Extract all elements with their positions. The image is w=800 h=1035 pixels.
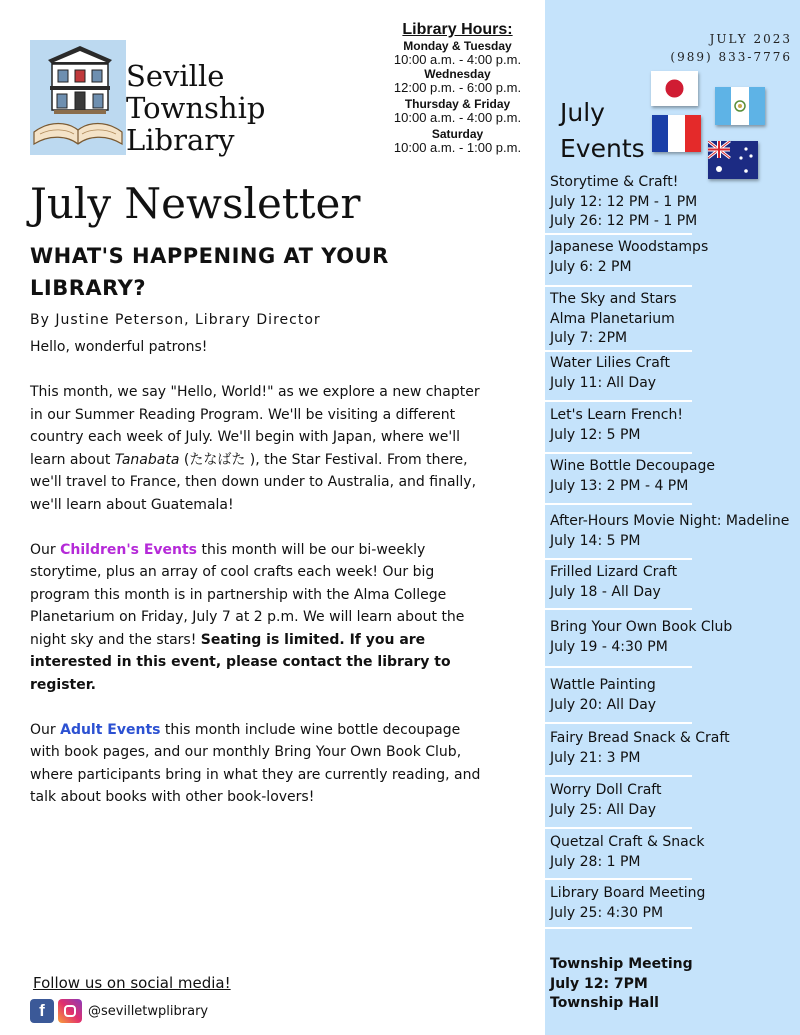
township-line: July 12: 7PM [550,975,648,992]
newsletter-date-phone [670,30,792,66]
event-divider [545,827,692,829]
facebook-icon[interactable]: f [30,999,54,1023]
event-divider [545,608,692,610]
event-line: Bring Your Own Book Club [550,619,733,635]
hours-time: 10:00 a.m. - 1:00 p.m. [393,140,522,155]
event-line: Fairy Bread Snack & Craft [550,730,730,746]
event-divider [545,452,692,454]
event-library-board [550,884,705,923]
event-line: July 20: All Day [550,696,657,713]
adult-events-highlight: Adult Events [60,721,161,738]
text: this month include wine bottle decoupage with book pages, and our monthly Bring Your Own Book Club, where participants bring in what they are currently reading, and talk about books with other book-lovers! [30,721,481,805]
article-byline: By Justine Peterson, Library Director [30,312,321,328]
paragraph-adults [30,719,490,809]
event-divider [545,350,692,352]
newsletter-date: JULY 2023 [709,32,792,46]
event-divider [545,666,692,668]
article-headline: WHAT'S HAPPENING AT YOUR LIBRARY? [30,244,389,300]
event-line: July 12: 12 PM - 1 PM [550,193,698,210]
hours-days: Wednesday [424,67,491,81]
text: Our [30,721,61,738]
event-line: Wattle Painting [550,677,656,693]
event-divider [545,927,692,929]
event-divider [545,722,692,724]
hours-days: Thursday & Friday [404,97,511,111]
event-divider [545,233,692,235]
july-events-title [560,95,645,167]
event-line: Wine Bottle Decoupage [550,458,715,474]
paragraph-children [30,539,490,697]
event-quetzal-craft [550,833,705,872]
article-body [30,336,490,831]
library-name-line: Library [126,123,235,157]
event-line: Water Lilies Craft [550,355,670,371]
hours-title: Library Hours: [402,21,513,38]
library-logo [30,40,126,155]
event-line: July 26: 12 PM - 1 PM [550,213,698,229]
library-name-line: Seville [126,59,225,93]
event-line: After-Hours Movie Night: Madeline [550,513,790,529]
text: (たなばた ), the Star Festival. From there, we'll travel to France, then down under to Australia, and finally, we'll learn about Guatemala! [30,451,477,513]
follow-social-text: Follow us on social media! [33,974,231,992]
event-line: Storytime & Craft! [550,174,679,190]
event-line: July 18 - All Day [550,583,661,600]
event-line: Japanese Woodstamps [550,239,709,255]
event-divider [545,503,692,505]
event-line: Let's Learn French! [550,407,683,423]
event-line: July 19 - 4:30 PM [550,638,668,655]
childrens-events-highlight: Children's Events [60,541,198,558]
japan-flag-icon [651,71,698,106]
library-name-line: Township [126,91,266,125]
event-line: Frilled Lizard Craft [550,564,678,580]
event-line: July 14: 5 PM [550,532,641,549]
event-japanese-woodstamps [550,238,708,277]
township-line: Township Hall [550,995,659,1011]
guatemala-flag-icon [715,87,765,125]
event-divider [545,285,692,287]
event-line: July 25: All Day [550,801,657,818]
event-divider [545,775,692,777]
event-line: July 25: 4:30 PM [550,904,664,921]
australia-flag-icon [708,141,758,179]
text: This month, we say "Hello, World!" as we explore a new chapter in our Summer Reading Program. We'll be visiting a different country each week of July. We'll begin with Japan, where we'll learn about [30,384,480,468]
library-phone: (989) 833-7776 [670,50,792,64]
township-line: Township Meeting [550,956,693,972]
event-book-club [550,618,732,657]
newsletter-title: July Newsletter [30,179,361,228]
event-line: July 21: 3 PM [550,749,641,766]
event-line: July 13: 2 PM - 4 PM [550,477,689,494]
hours-time: 10:00 a.m. - 4:00 p.m. [393,110,522,125]
event-divider [545,558,692,560]
event-divider [545,878,692,880]
event-movie-night [550,512,789,551]
event-line: Library Board Meeting [550,885,706,901]
hours-time: 10:00 a.m. - 4:00 p.m. [393,52,522,67]
instagram-icon[interactable] [58,999,82,1023]
event-water-lilies [550,354,670,393]
library-hours [375,20,540,155]
event-line: Alma Planetarium [550,310,675,327]
event-wattle-painting [550,676,656,715]
event-divider [545,400,692,402]
event-line: The Sky and Stars [550,291,677,307]
library-house-book-icon [30,40,126,155]
hours-days: Monday & Tuesday [403,39,512,53]
event-line: July 12: 5 PM [550,426,641,443]
event-line: July 11: All Day [550,374,657,391]
france-flag-icon [652,115,701,152]
greeting: Hello, wonderful patrons! [30,339,208,355]
event-line: July 28: 1 PM [550,853,641,870]
july-events-title-line: July [560,98,605,127]
text: this month will be our bi-weekly storytime, plus an array of cool crafts each week! Our big program this month is in partnership with the Alma College Planetarium on Friday, July 7 at 2 p.m. We will learn about the night sky and the stars! [30,541,465,648]
hours-days: Saturday [431,127,484,141]
social-handle: @sevilletwplibrary [88,1003,209,1019]
event-wine-bottle-decoupage [550,457,715,496]
township-meeting [550,955,693,1014]
tanabata-text: Tanabata [114,451,180,468]
event-storytime [550,173,697,232]
event-frilled-lizard [550,563,677,602]
event-sky-and-stars [550,290,677,349]
event-fairy-bread [550,729,730,768]
event-line: July 6: 2 PM [550,258,632,275]
event-line: Worry Doll Craft [550,782,662,798]
event-line: July 7: 2PM [550,330,628,346]
hours-time: 12:00 p.m. - 6:00 p.m. [393,80,522,95]
event-line: Quetzal Craft & Snack [550,834,705,850]
library-name [126,60,265,156]
paragraph-intro [30,381,490,516]
seating-notice: Seating is limited. If you are interested in this event, please contact the library to register. [30,631,451,693]
event-worry-doll [550,781,661,820]
event-learn-french [550,406,683,445]
july-events-title-line: Events [560,134,645,163]
text: Our [30,541,61,558]
social-links [30,999,208,1023]
